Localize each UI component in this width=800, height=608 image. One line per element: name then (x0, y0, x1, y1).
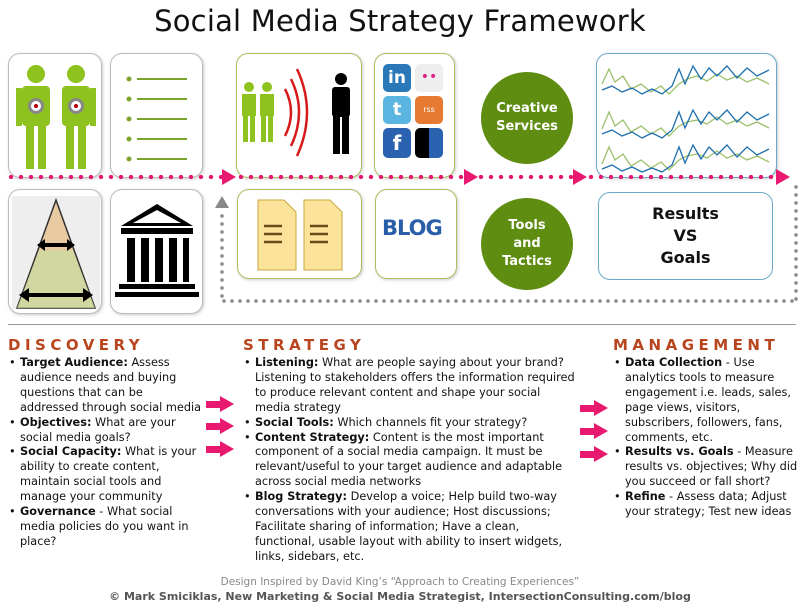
list-item (243, 431, 578, 491)
results-line: Results (652, 204, 719, 223)
pyramid-capacity-icon (9, 190, 102, 314)
circle-label-line: Tactics (502, 254, 552, 269)
item-text: - Measure results vs. objectives; Why did you succeed or fall short? (625, 445, 798, 489)
circle-label-line: Tools (508, 218, 546, 233)
page-title: Social Media Strategy Framework (154, 4, 646, 38)
management-section (613, 336, 800, 520)
delicious-icon (415, 128, 443, 158)
item-text: Develop a voice; Help build two-way conversations with your audience; Host discussions; Facilitate sharing of information; Have a clean, functional, usable layout with ability to insert widgets, links, sidebars, etc. (255, 490, 563, 563)
social-tools-tile (374, 53, 455, 178)
flow-arrow-icon (573, 169, 587, 185)
list-item (613, 445, 800, 490)
analytics-line-chart-icon (597, 54, 777, 178)
flickr-icon: •• (415, 64, 443, 92)
facebook-icon: f (383, 128, 411, 158)
flow-arrow-icon (464, 169, 478, 185)
list-item (8, 356, 203, 416)
item-label: Content Strategy: (255, 430, 370, 444)
author-credit: © Mark Smiciklas, New Marketing & Social Media Strategist, IntersectionConsulting.com/blog (109, 590, 691, 603)
item-text: - What social media policies do you want in place? (20, 505, 189, 548)
results-vs-goals-box (598, 192, 773, 280)
list-icon (111, 54, 203, 178)
circle-label-line: Services (496, 119, 558, 134)
rss-icon: rss (415, 96, 443, 124)
item-label: Social Tools: (255, 415, 334, 429)
process-flow-line (6, 175, 778, 179)
twitter-icon: t (383, 96, 411, 124)
flow-arrow-icon (776, 169, 790, 185)
circle-label-line: Creative (496, 101, 558, 116)
listening-tile (236, 53, 362, 178)
social-capacity-tile (8, 189, 102, 314)
list-item (8, 445, 203, 505)
item-text: What are your social media goals? (20, 415, 176, 444)
item-text: Content is the most important component of a social media campaign. It must be relevant/useful to your target audience and adaptable across social media networks (255, 430, 563, 489)
people-target-icon (9, 54, 102, 178)
content-strategy-tile (237, 189, 362, 279)
item-label: Data Collection (625, 356, 723, 369)
pink-arrow-icon (580, 401, 608, 415)
analytics-chart-tile (596, 53, 777, 178)
objectives-list-tile (110, 53, 203, 178)
section-heading: STRATEGY (243, 336, 366, 354)
pink-arrow-icon (206, 442, 234, 456)
results-line: Goals (660, 248, 711, 267)
discovery-section (8, 336, 203, 550)
pink-arrow-icon (580, 447, 608, 461)
section-heading: MANAGEMENT (613, 336, 780, 354)
results-line: VS (673, 226, 698, 245)
list-item (243, 490, 578, 565)
item-label: Blog Strategy: (255, 490, 348, 504)
item-label: Social Capacity: (20, 445, 122, 459)
item-label: Objectives: (20, 415, 92, 429)
pink-arrow-icon (206, 397, 234, 411)
list-item (8, 505, 203, 550)
item-label: Results vs. Goals (625, 445, 734, 459)
feedback-loop-line (220, 299, 798, 303)
pink-arrow-icon (206, 419, 234, 433)
governance-tile (110, 189, 203, 314)
strategy-section (243, 336, 578, 565)
tools-and-tactics-circle (481, 198, 573, 290)
item-text: - Assess data; Adjust your strategy; Test new ideas (625, 490, 792, 519)
documents-icon (238, 190, 362, 279)
item-label: Refine (625, 490, 666, 504)
pink-arrow-icon (580, 424, 608, 438)
list-item (613, 356, 800, 445)
list-item (243, 416, 578, 431)
listening-icon (237, 54, 362, 178)
circle-label-line: and (513, 236, 541, 251)
item-text: Which channels fit your strategy? (333, 415, 528, 429)
divider (8, 324, 796, 325)
item-label: Target Audience: (20, 356, 128, 369)
target-audience-tile (8, 53, 102, 178)
feedback-loop-line (794, 183, 798, 301)
linkedin-icon: in (383, 64, 411, 92)
section-heading: DISCOVERY (8, 336, 145, 354)
item-text: Assess audience needs and buying questions that can be addressed through social media (20, 356, 202, 414)
blog-icon: BLOG (382, 216, 442, 240)
item-text: What is your ability to create content, maintain social tools and manage your community (20, 445, 197, 504)
item-label: Governance (20, 505, 96, 519)
flow-arrow-icon (222, 169, 236, 185)
list-item (243, 356, 578, 416)
feedback-loop-line (220, 212, 224, 302)
design-credit: Design Inspired by David King’s “Approach to Creating Experiences” (220, 576, 580, 588)
item-text: - Use analytics tools to measure engagement i.e. leads, sales, page views, visitors, subscribers, followers, fans, comments, etc. (625, 356, 791, 444)
item-text: What are people saying about your brand? Listening to stakeholders offers the information required to produce relevant content and shape your social media strategy (255, 356, 575, 414)
item-label: Listening: (255, 356, 319, 369)
institution-building-icon (111, 190, 203, 314)
blog-strategy-tile (375, 189, 457, 279)
list-item (8, 416, 203, 446)
feedback-arrow-up-icon (215, 196, 229, 208)
list-item (613, 490, 800, 520)
creative-services-circle (481, 72, 573, 164)
